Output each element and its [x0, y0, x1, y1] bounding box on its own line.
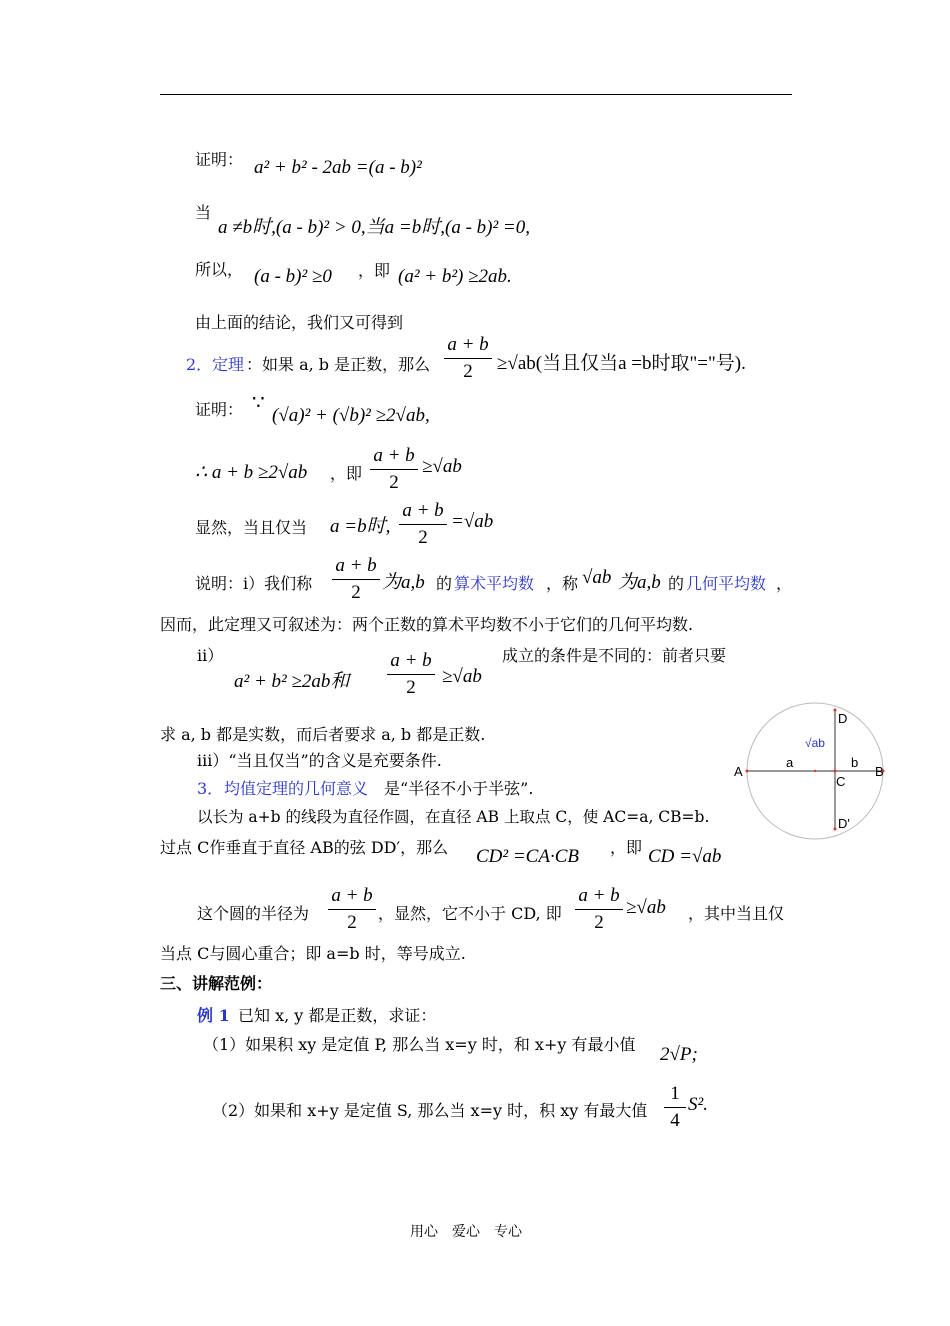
theorem-number: 2．	[186, 355, 213, 374]
proof2-eq1: (√a)² + (√b)² ≥2√ab,	[272, 405, 430, 426]
example1-q2-fraction	[664, 1082, 686, 1133]
example1-label: 例 1	[197, 1006, 230, 1025]
section3-tail: 是“半径不小于半弦”.	[384, 779, 534, 798]
q2-frac-den: 4	[670, 1110, 680, 1131]
example1-q2: （2）如果和 x+y 是定值 S, 那么当 x=y 时，积 xy 有最大值	[212, 1101, 648, 1120]
example1-q2-answer: S².	[688, 1094, 708, 1115]
explain-ii-line2: 求 a, b 都是实数，而后者要求 a, b 都是正数.	[160, 725, 486, 744]
section3-p1: 以长为 a+b 的线段为直径作圆，在直径 AB 上取点 C，使 AC=a, CB=b.	[197, 808, 710, 826]
section3-p3-c: ，其中当且仅	[688, 904, 785, 923]
label-sqrt-ab: √ab	[805, 736, 825, 750]
explain-label: 说明：ⅰ）我们称	[195, 574, 313, 593]
proof2-ineq: ≥√ab	[422, 456, 462, 477]
explain-fraction	[332, 554, 380, 605]
q2-frac-num: 1	[670, 1083, 680, 1104]
section3-p2-eq2: CD =√ab	[648, 846, 722, 867]
explain-de1: 的	[436, 574, 453, 593]
theorem-frac-num: a + b	[447, 334, 489, 355]
label-dp-point: D'	[838, 816, 850, 831]
geometric-mean-term: 几何平均数	[686, 574, 767, 593]
explain-for-ab2: 为a,b	[618, 572, 661, 593]
explain-ii-tail: 成立的条件是不同的：前者只要	[502, 646, 727, 665]
example1-text: 已知 x, y 都是正数，求证：	[238, 1006, 437, 1025]
frac-bar	[332, 579, 380, 580]
example1-q1-answer: 2√P;	[660, 1044, 698, 1065]
proof1-equation: a² + b² - 2ab =(a - b)²	[254, 157, 422, 178]
section3-ineq: ≥√ab	[626, 897, 666, 918]
arithmetic-mean-term: 算术平均数	[454, 574, 535, 593]
section3-frac2-num: a + b	[578, 885, 620, 906]
section3-frac2-den: 2	[594, 912, 604, 933]
proof1-line2-prefix: 当	[195, 203, 212, 222]
explain-ii-ineq: ≥√ab	[442, 666, 482, 687]
frac-bar	[399, 524, 447, 525]
point-dp	[834, 828, 837, 831]
frac-bar	[387, 674, 435, 675]
proof2-fraction	[370, 444, 418, 495]
section3-title: 均值定理的几何意义	[224, 779, 369, 798]
header-rule	[160, 94, 792, 95]
frac-bar	[664, 1107, 686, 1108]
explain-ii-eq: a² + b² ≥2ab和	[234, 671, 350, 692]
examples-heading: 三、讲解范例：	[160, 974, 273, 993]
explain-iii: ⅲ）“当且仅当”的含义是充要条件.	[197, 751, 442, 770]
proof2-fraction-2	[399, 499, 447, 550]
section3-number: 3．	[197, 779, 224, 798]
proof2-label: 证明：	[195, 400, 244, 419]
explain-ii-frac-den: 2	[406, 677, 416, 698]
explain-cheng: ，称	[546, 574, 579, 593]
frac-bar	[444, 358, 492, 359]
section3-p3-b: ，显然，它不小于 CD, 即	[378, 904, 562, 923]
label-b-point: B	[875, 764, 884, 779]
proof2-therefore: ∴ a + b ≥2√ab	[195, 462, 308, 483]
proof2-frac-num: a + b	[373, 445, 415, 466]
theorem-text: ：如果 a, b 是正数，那么	[246, 355, 431, 374]
explain-sqrt-ab: √ab	[582, 567, 612, 588]
center-point	[814, 770, 816, 772]
explain-ii-fraction	[387, 649, 435, 700]
section3-frac-den: 2	[347, 912, 357, 933]
because-symbol: ∵	[252, 390, 265, 414]
frac-bar	[328, 909, 376, 910]
proof2-ji: ，即	[330, 464, 363, 483]
label-b-segment: b	[851, 755, 859, 770]
section3-frac-num: a + b	[331, 885, 373, 906]
proof1-line3-prefix: 所以，	[195, 260, 244, 279]
point-a	[746, 770, 749, 773]
frac-bar	[370, 469, 418, 470]
label-a-segment: a	[786, 755, 794, 770]
explain-frac-num: a + b	[335, 555, 377, 576]
explain-line2: 因而，此定理又可叙述为：两个正数的算术平均数不小于它们的几何平均数.	[160, 615, 694, 634]
theorem-rest: ≥√ab(当且仅当a =b时取"="号).	[497, 353, 746, 374]
proof2-frac-den: 2	[389, 472, 399, 493]
theorem-frac-den: 2	[463, 361, 473, 382]
proof2-frac2-num: a + b	[402, 500, 444, 521]
conclusion-intro: 由上面的结论，我们又可得到	[195, 313, 404, 332]
proof1-line3-c: (a² + b²) ≥2ab.	[398, 266, 512, 287]
section3-p2-ji: ，即	[610, 838, 643, 857]
proof1-line3-a: (a - b)² ≥0	[254, 266, 332, 287]
footer: 用心 爱心 专心	[410, 1224, 522, 1240]
section3-p3-a: 这个圆的半径为	[197, 904, 310, 923]
theorem-label: 定理	[212, 355, 245, 374]
section3-p2: 过点 C作垂直于直径 AB的弦 DD′，那么	[160, 838, 449, 857]
section3-fraction-2	[575, 884, 623, 935]
explain-for-ab: 为a,b	[382, 572, 425, 593]
point-c	[834, 770, 837, 773]
explain-ii: ⅱ）	[197, 646, 224, 665]
proof1-line3-b: ，即	[358, 261, 391, 280]
label-a-point: A	[734, 764, 743, 779]
proof2-obvious: 显然，当且仅当	[195, 518, 308, 537]
explain-ii-frac-num: a + b	[390, 650, 432, 671]
point-d	[834, 709, 837, 712]
proof2-eq-sign: =√ab	[451, 511, 494, 532]
section3-fraction	[328, 884, 376, 935]
proof2-obvious-cond: a =b时,	[330, 516, 391, 537]
section3-p4: 当点 C与圆心重合；即 a=b 时，等号成立.	[160, 944, 466, 963]
circle-diagram	[730, 700, 900, 850]
proof1-line2: a ≠b时,(a - b)² > 0,当a =b时,(a - b)² =0,	[218, 217, 530, 238]
explain-comma: ，	[776, 574, 793, 593]
label-c-point: C	[836, 774, 846, 789]
explain-de2: 的	[668, 574, 685, 593]
label-d-point: D	[838, 711, 848, 726]
example1-q1: （1）如果积 xy 是定值 P, 那么当 x=y 时，和 x+y 有最小值	[203, 1035, 636, 1054]
proof1-label: 证明：	[195, 150, 244, 169]
theorem-fraction	[444, 333, 492, 384]
explain-frac-den: 2	[351, 582, 361, 603]
section3-p2-eq: CD² =CA·CB	[476, 846, 579, 867]
proof2-frac2-den: 2	[418, 527, 428, 548]
frac-bar	[575, 909, 623, 910]
